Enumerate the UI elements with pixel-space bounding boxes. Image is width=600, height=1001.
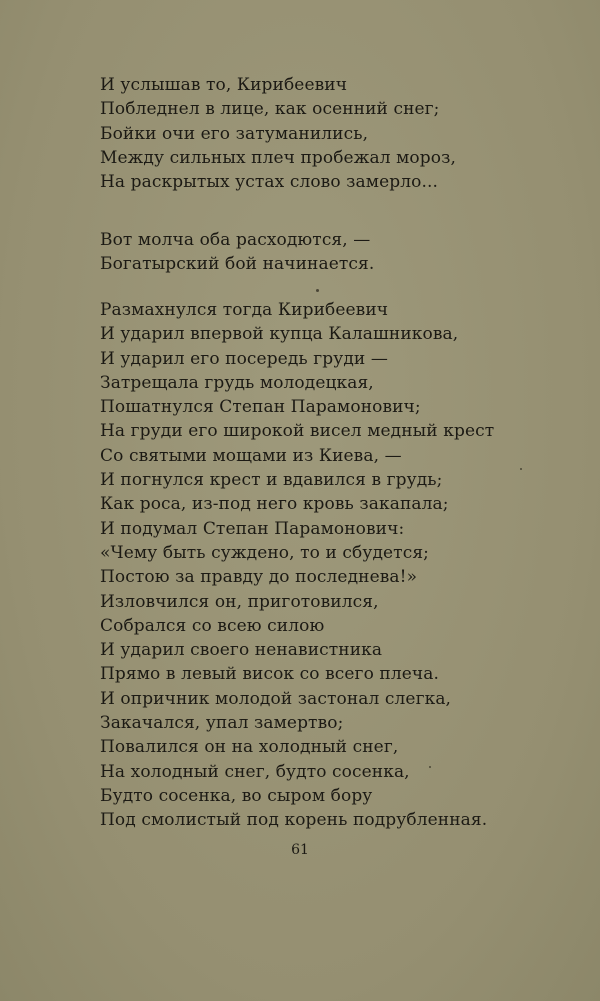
stanza [100,298,494,833]
verse-line: Будто сосенка, во сыром бору [100,785,373,806]
verse-line: Богатырский бой начинается. [100,254,375,275]
verse-line: Повалился он на холодный снег, [100,737,399,758]
verse-line: И услышав то, Кирибеевич [100,75,348,95]
paper-speck [316,289,319,292]
verse-line: На груди его широкой висел медный крест [100,421,495,442]
verse-line: И ударил впервой купца Калашникова, [100,324,459,345]
verse-line: И ударил его посередь груди — [100,348,388,369]
verse-line: Размахнулся тогда Кирибеевич [100,300,389,320]
verse-line: Вот молча оба расходются, — [100,230,371,250]
page-number: 61 [291,842,309,858]
verse-line: Собрался со всею силою [100,615,325,636]
verse-line: «Чему быть суждено, то и сбудется; [100,542,429,563]
stanza [100,73,456,194]
stanza [100,228,374,277]
verse-line: Пошатнулся Степан Парамонович; [100,397,421,418]
verse-line: И опричник молодой застонал слегка, [100,688,452,709]
verse-line: Бойки очи его затуманились, [100,123,369,144]
verse-line: Как роса, из-под него кровь закапала; [100,494,449,515]
verse-line: Побледнел в лице, как осенний снег; [100,99,440,120]
verse-line: Под смолистый под корень подрубленная. [100,810,488,831]
verse-line: Изловчился он, приготовился, [100,591,379,612]
verse-line: На холодный снег, будто сосенка, [100,761,410,782]
verse-line: Затрещала грудь молодецкая, [100,372,374,393]
verse-line: Прямо в левый висок со всего плеча. [100,664,439,685]
verse-line: Закачался, упал замертво; [100,713,344,734]
paper-speck [520,468,522,470]
verse-line: И подумал Степан Парамонович: [100,518,405,539]
verse-line: Между сильных плеч пробежал мороз, [100,147,456,168]
paper-speck [429,766,431,768]
verse-line: И погнулся крест и вдавился в грудь; [100,470,443,491]
verse-line: На раскрытых устах слово замерло... [100,172,439,193]
verse-line: Постою за правду до последнева!» [100,567,418,588]
verse-line: Со святыми мощами из Киева, — [100,445,402,466]
verse-line: И ударил своего ненавистника [100,640,383,661]
